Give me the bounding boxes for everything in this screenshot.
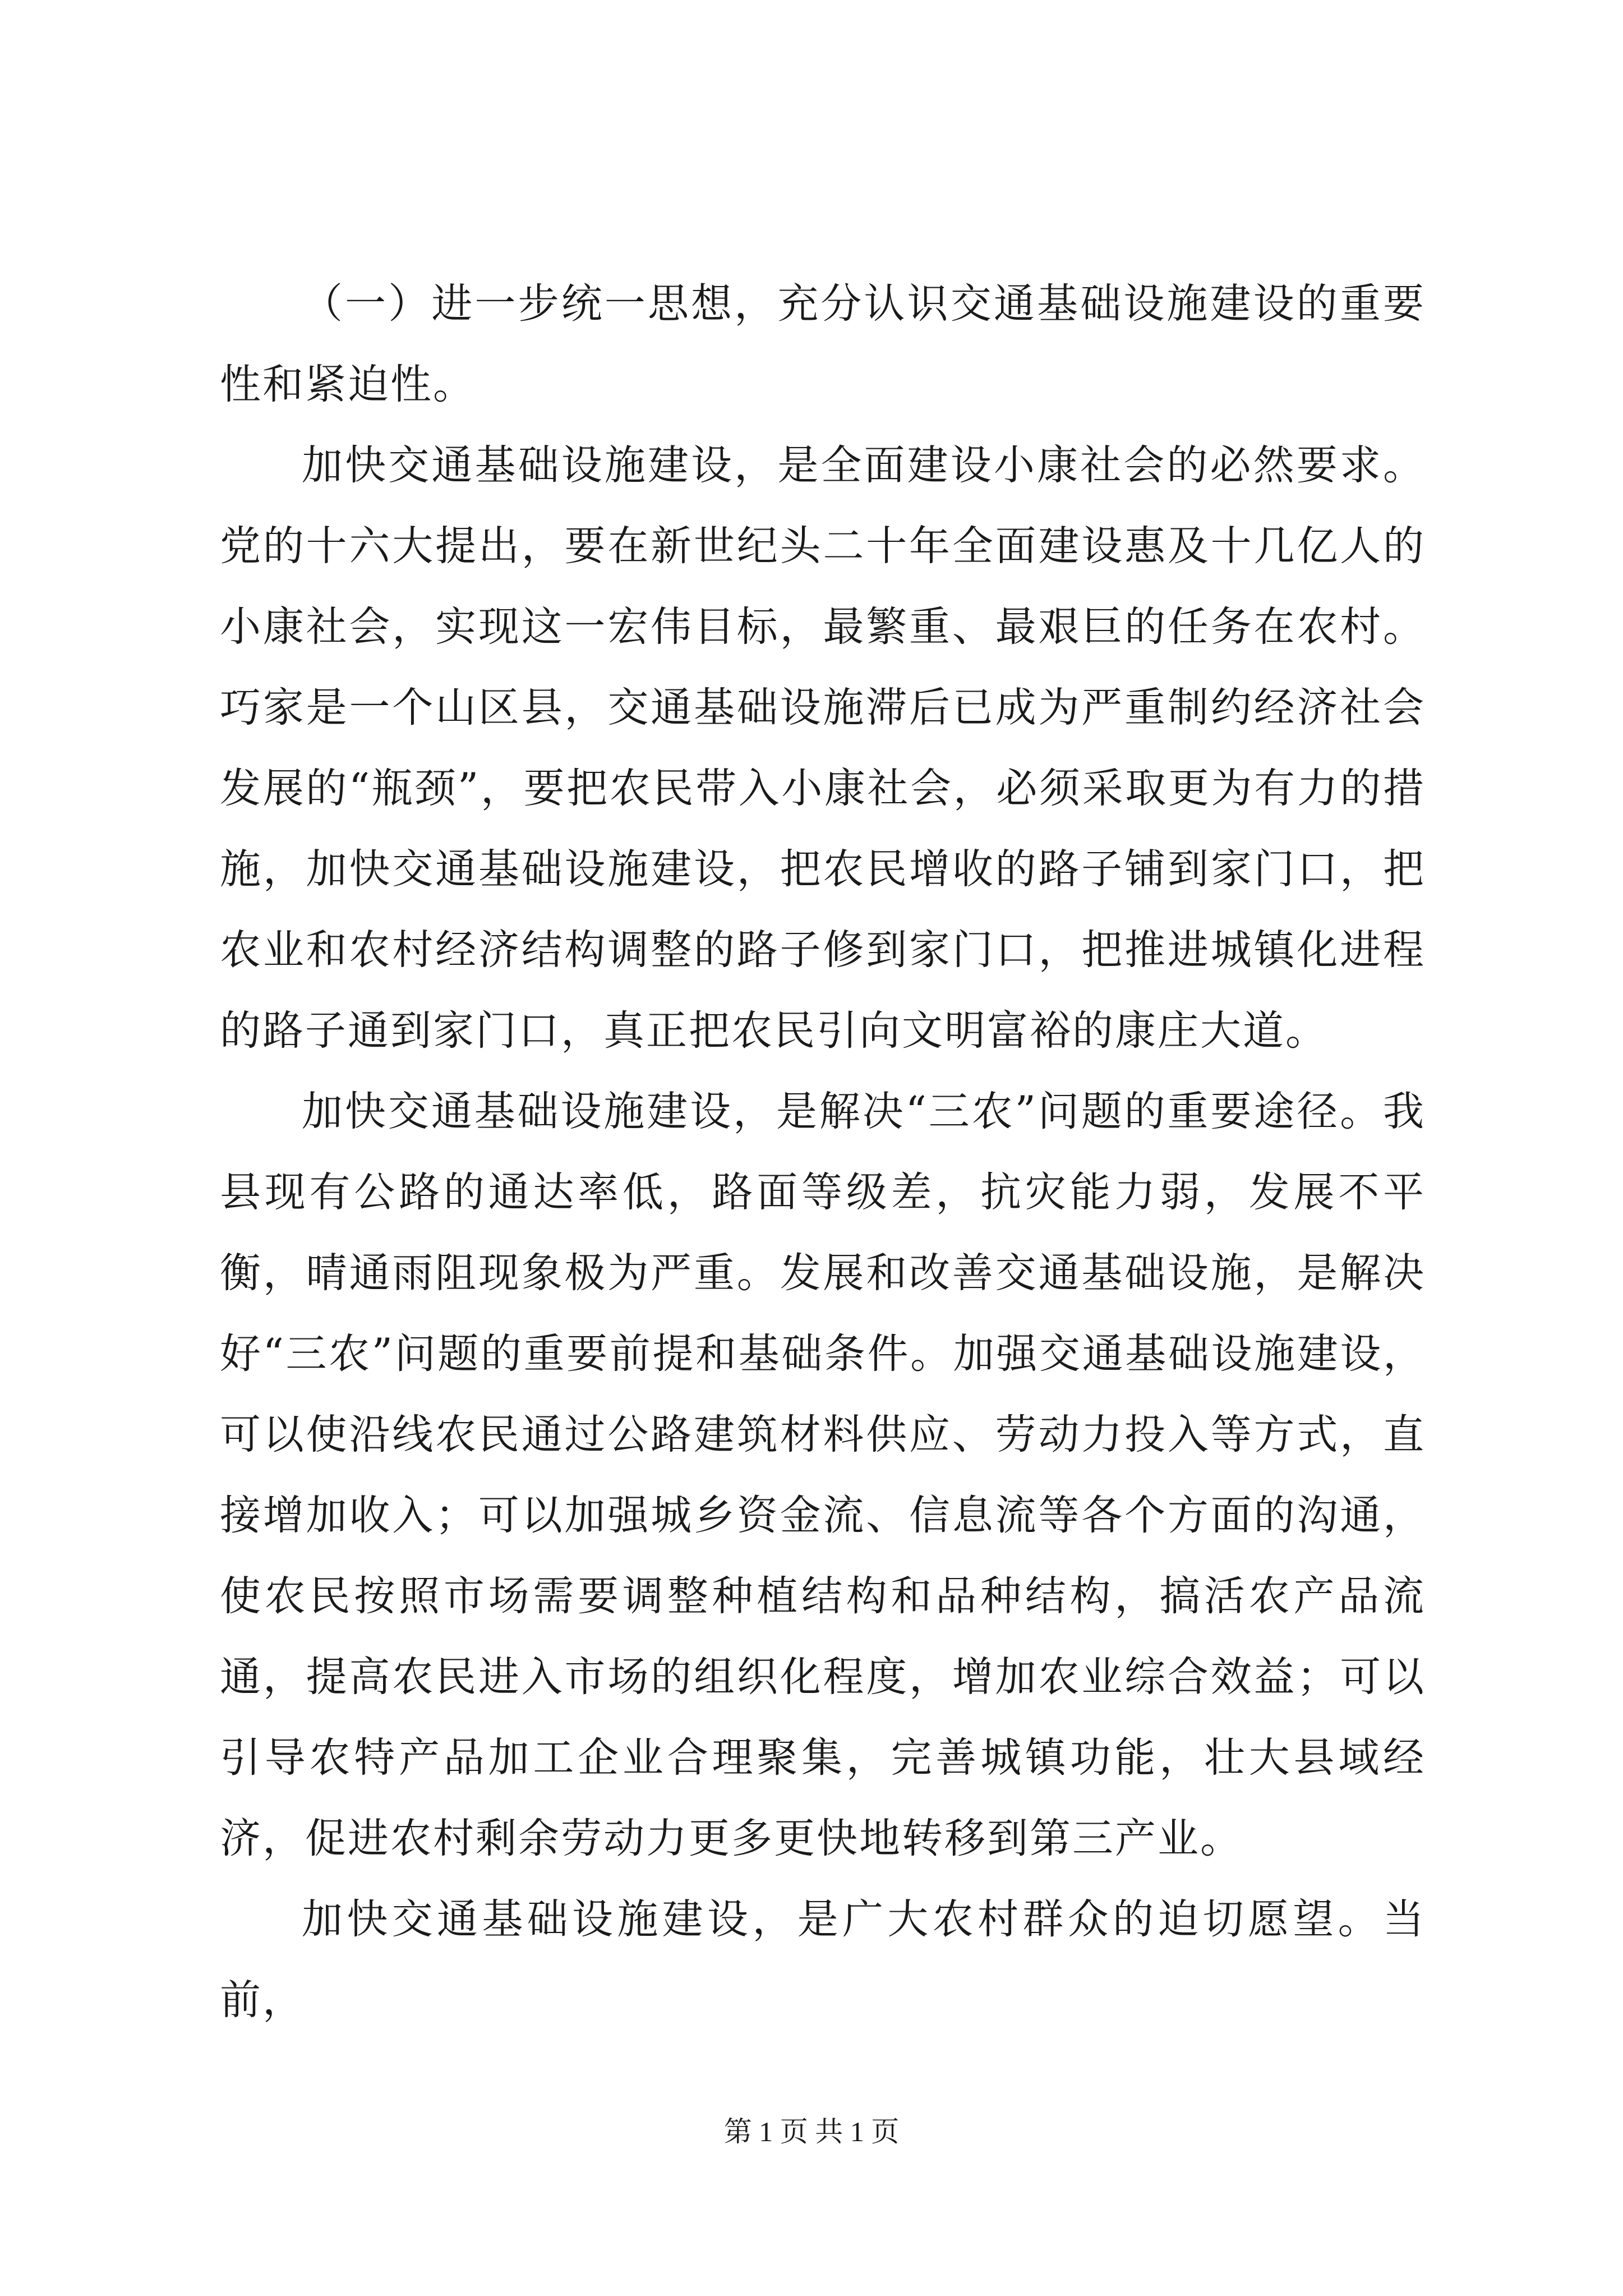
page-number-footer: 第 1 页 共 1 页 (723, 2116, 900, 2147)
body-paragraph: 加快交通基础设施建设，是广大农村群众的迫切愿望。当前， (220, 1895, 1426, 2024)
body-paragraph: 加快交通基础设施建设，是全面建设小康社会的必然要求。党的十六大提出，要在新世纪头二十年全面建设惠及十几亿人的小康社会，实现这一宏伟目标，最繁重、最艰巨的任务在农村。巧家是一个山区县，交通基础设施滞后已成为严重制约经济社会发展的“瓶颈”，要把农民带入小康社会，必须采取更为有力的措施，加快交通基础设施建设，把农民增收的路子铺到家门口，把农业和农村经济结构调整的路子修到家门口，把推进城镇化进程的路子通到家门口，真正把农民引向文明富裕的康庄大道。 (220, 441, 1426, 1055)
body-paragraph: 加快交通基础设施建设，是解决“三农”问题的重要途径。我县现有公路的通达率低，路面等级差，抗灾能力弱，发展不平衡，晴通雨阻现象极为严重。发展和改善交通基础设施，是解决好“三农”问题的重要前提和基础条件。加强交通基础设施建设，可以使沿线农民通过公路建筑材料供应、劳动力投入等方式，直接增加收入；可以加强城乡资金流、信息流等各个方面的沟通，使农民按照市场需要调整种植结构和品种结构，搞活农产品流通，提高农民进入市场的组织化程度，增加农业综合效益；可以引导农特产品加工企业合理聚集，完善城镇功能，壮大县域经济，促进农村剩余劳动力更多更快地转移到第三产业。 (220, 1088, 1426, 1862)
document-body (220, 264, 1426, 2041)
section-heading-paragraph: （一）进一步统一思想，充分认识交通基础设施建设的重要性和紧迫性。 (220, 280, 1426, 408)
